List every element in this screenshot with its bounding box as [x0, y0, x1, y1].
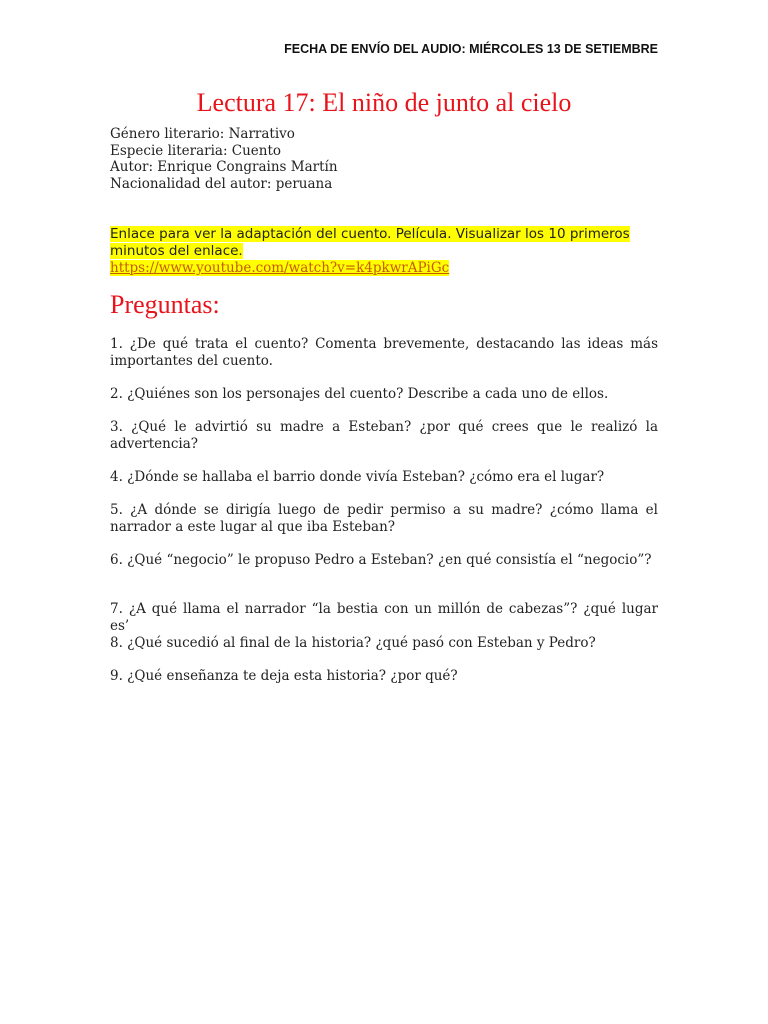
meta-nationality: Nacionalidad del autor: peruana	[110, 175, 333, 192]
meta-species: Especie literaria: Cuento	[110, 142, 282, 159]
meta-author: Autor: Enrique Congrains Martín	[110, 159, 338, 175]
question-5: 5. ¿A dónde se dirigía luego de pedir permiso a su madre? ¿cómo llama el narrador a este lugar al que iba Esteban?	[110, 502, 658, 535]
meta-genre: Género literario: Narrativo	[110, 126, 295, 142]
question-2: 2. ¿Quiénes son los personajes del cuento? Describe a cada uno de ellos.	[110, 386, 609, 402]
page-title: Lectura 17: El niño de junto al cielo	[196, 88, 572, 117]
question-3: 3. ¿Qué le advirtió su madre a Esteban? ¿por qué crees que le realizó la advertencia?	[110, 419, 658, 452]
video-link-instructions: Enlace para ver la adaptación del cuento. Película. Visualizar los 10 primeros minutos del enlace.	[110, 226, 630, 259]
question-7: 7. ¿A qué llama el narrador “la bestia con un millón de cabezas”? ¿qué lugar es’	[110, 601, 658, 634]
video-link[interactable]: https://www.youtube.com/watch?v=k4pkwrAPiGc	[110, 260, 450, 276]
question-9: 9. ¿Qué enseñanza te deja esta historia? ¿por qué?	[110, 668, 458, 684]
question-1: 1. ¿De qué trata el cuento? Comenta brevemente, destacando las ideas más importantes del cuento.	[110, 336, 658, 369]
question-4: 4. ¿Dónde se hallaba el barrio donde vivía Esteban? ¿cómo era el lugar?	[110, 469, 605, 485]
question-8: 8. ¿Qué sucedió al final de la historia? ¿qué pasó con Esteban y Pedro?	[110, 635, 596, 651]
question-6: 6. ¿Qué “negocio” le propuso Pedro a Esteban? ¿en qué consistía el “negocio”?	[110, 552, 652, 568]
story-metadata	[110, 126, 338, 192]
questions-heading: Preguntas:	[110, 290, 220, 319]
header-date-line: FECHA DE ENVÍO DEL AUDIO: MIÉRCOLES 13 DE SETIEMBRE	[284, 42, 658, 56]
video-link-block	[110, 226, 658, 277]
